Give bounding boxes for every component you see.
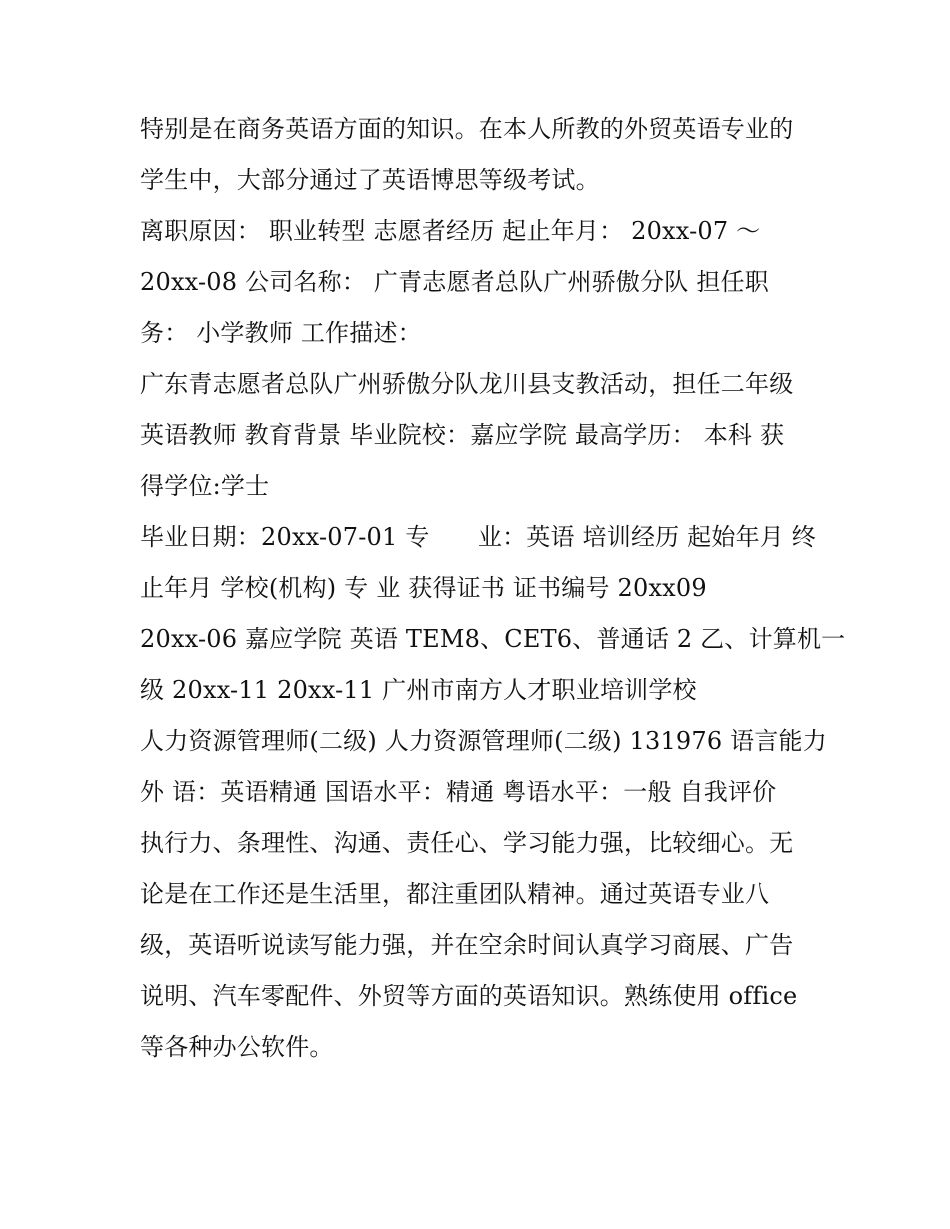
text-line: 级，英语听说读写能力强，并在空余时间认真学习商展、广告 — [140, 931, 794, 959]
text-line: 外 语：英语精通 国语水平：精通 粤语水平：一般 自我评价 — [140, 778, 777, 806]
text-line: 英语教师 教育背景 毕业院校：嘉应学院 最高学历： 本科 获 — [140, 421, 785, 449]
text-line: 执行力、条理性、沟通、责任心、学习能力强，比较细心。无 — [140, 829, 794, 857]
text-line: 学生中，大部分通过了英语博思等级考试。 — [140, 166, 600, 194]
resume-body-text — [140, 104, 846, 1073]
text-line: 止年月 学校(机构) 专 业 获得证书 证书编号 20xx09 — [140, 574, 707, 602]
text-line: 级 20xx-11 20xx-11 广州市南方人才职业培训学校 — [140, 676, 697, 704]
text-line: 说明、汽车零配件、外贸等方面的英语知识。熟练使用 office — [140, 982, 798, 1010]
text-line: 等各种办公软件。 — [140, 1033, 334, 1061]
text-line: 得学位:学士 — [140, 472, 270, 500]
text-line: 广东青志愿者总队广州骄傲分队龙川县支教活动，担任二年级 — [140, 370, 794, 398]
text-line: 人力资源管理师(二级) 人力资源管理师(二级) 131976 语言能力 — [140, 727, 827, 755]
text-line: 20xx-08 公司名称： 广青志愿者总队广州骄傲分队 担任职 — [140, 268, 769, 296]
text-line: 20xx-06 嘉应学院 英语 TEM8、CET6、普通话 2 乙、计算机一 — [140, 625, 846, 653]
text-line: 毕业日期：20xx-07-01 专 业：英语 培训经历 起始年月 终 — [140, 523, 816, 551]
text-line: 离职原因： 职业转型 志愿者经历 起止年月： 20xx-07 ～ — [140, 217, 761, 245]
text-line: 务： 小学教师 工作描述： — [140, 319, 422, 347]
text-line: 特别是在商务英语方面的知识。在本人所教的外贸英语专业的 — [140, 115, 794, 143]
text-line: 论是在工作还是生活里，都注重团队精神。通过英语专业八 — [140, 880, 770, 908]
